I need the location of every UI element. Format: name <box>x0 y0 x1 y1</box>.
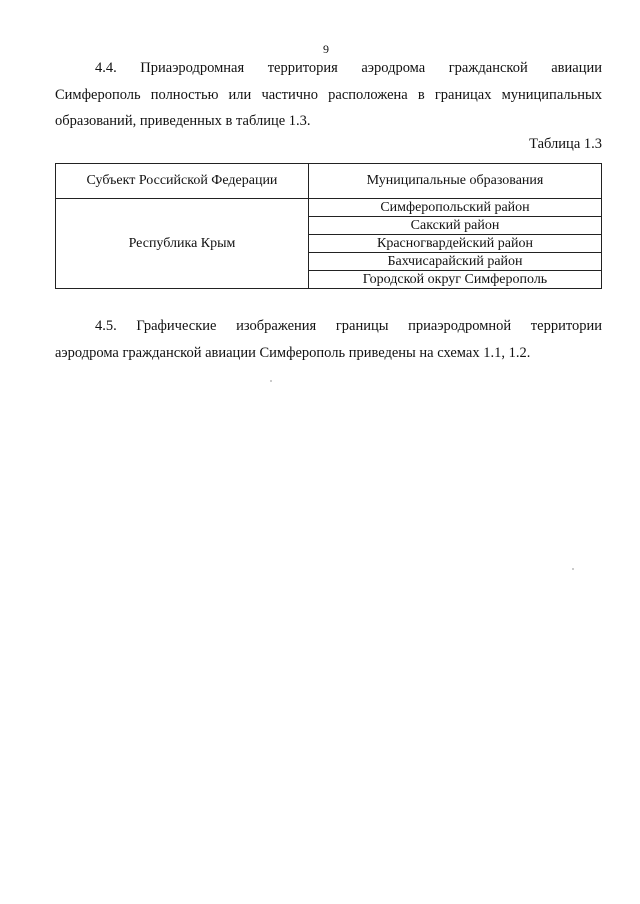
table-row <box>56 199 602 217</box>
municipality-cell: Городской округ Симферополь <box>309 271 602 289</box>
table-header-row <box>56 164 602 199</box>
municipality-cell: Сакский район <box>309 217 602 235</box>
municipality-cell: Бахчисарайский район <box>309 253 602 271</box>
municipalities-table <box>55 163 602 289</box>
subject-cell: Республика Крым <box>56 199 309 289</box>
paragraph-4-4-first-line: 4.4. Приаэродромная территория аэродрома гражданской авиации <box>95 60 602 76</box>
header-municipalities: Муниципальные образования <box>309 164 602 199</box>
scan-speck <box>270 380 272 382</box>
paragraph-4-4 <box>55 55 602 135</box>
paragraph-4-5 <box>55 313 602 366</box>
header-subject: Субъект Российской Федерации <box>56 164 309 199</box>
paragraph-4-4-text: Симферополь полностью или частично расположена в границах муниципальных образований, приведенных в таблице 1.3. <box>55 86 602 129</box>
paragraph-4-5-first-line: 4.5. Графические изображения границы приаэродромной территории <box>95 318 602 334</box>
paragraph-4-5-text: аэродрома гражданской авиации Симферополь приведены на схемах 1.1, 1.2. <box>55 344 531 361</box>
municipality-cell: Красногвардейский район <box>309 235 602 253</box>
scan-speck <box>572 568 574 570</box>
table-caption: Таблица 1.3 <box>529 136 602 152</box>
municipality-cell: Симферопольский район <box>309 199 602 217</box>
page-number: 9 <box>323 42 329 56</box>
